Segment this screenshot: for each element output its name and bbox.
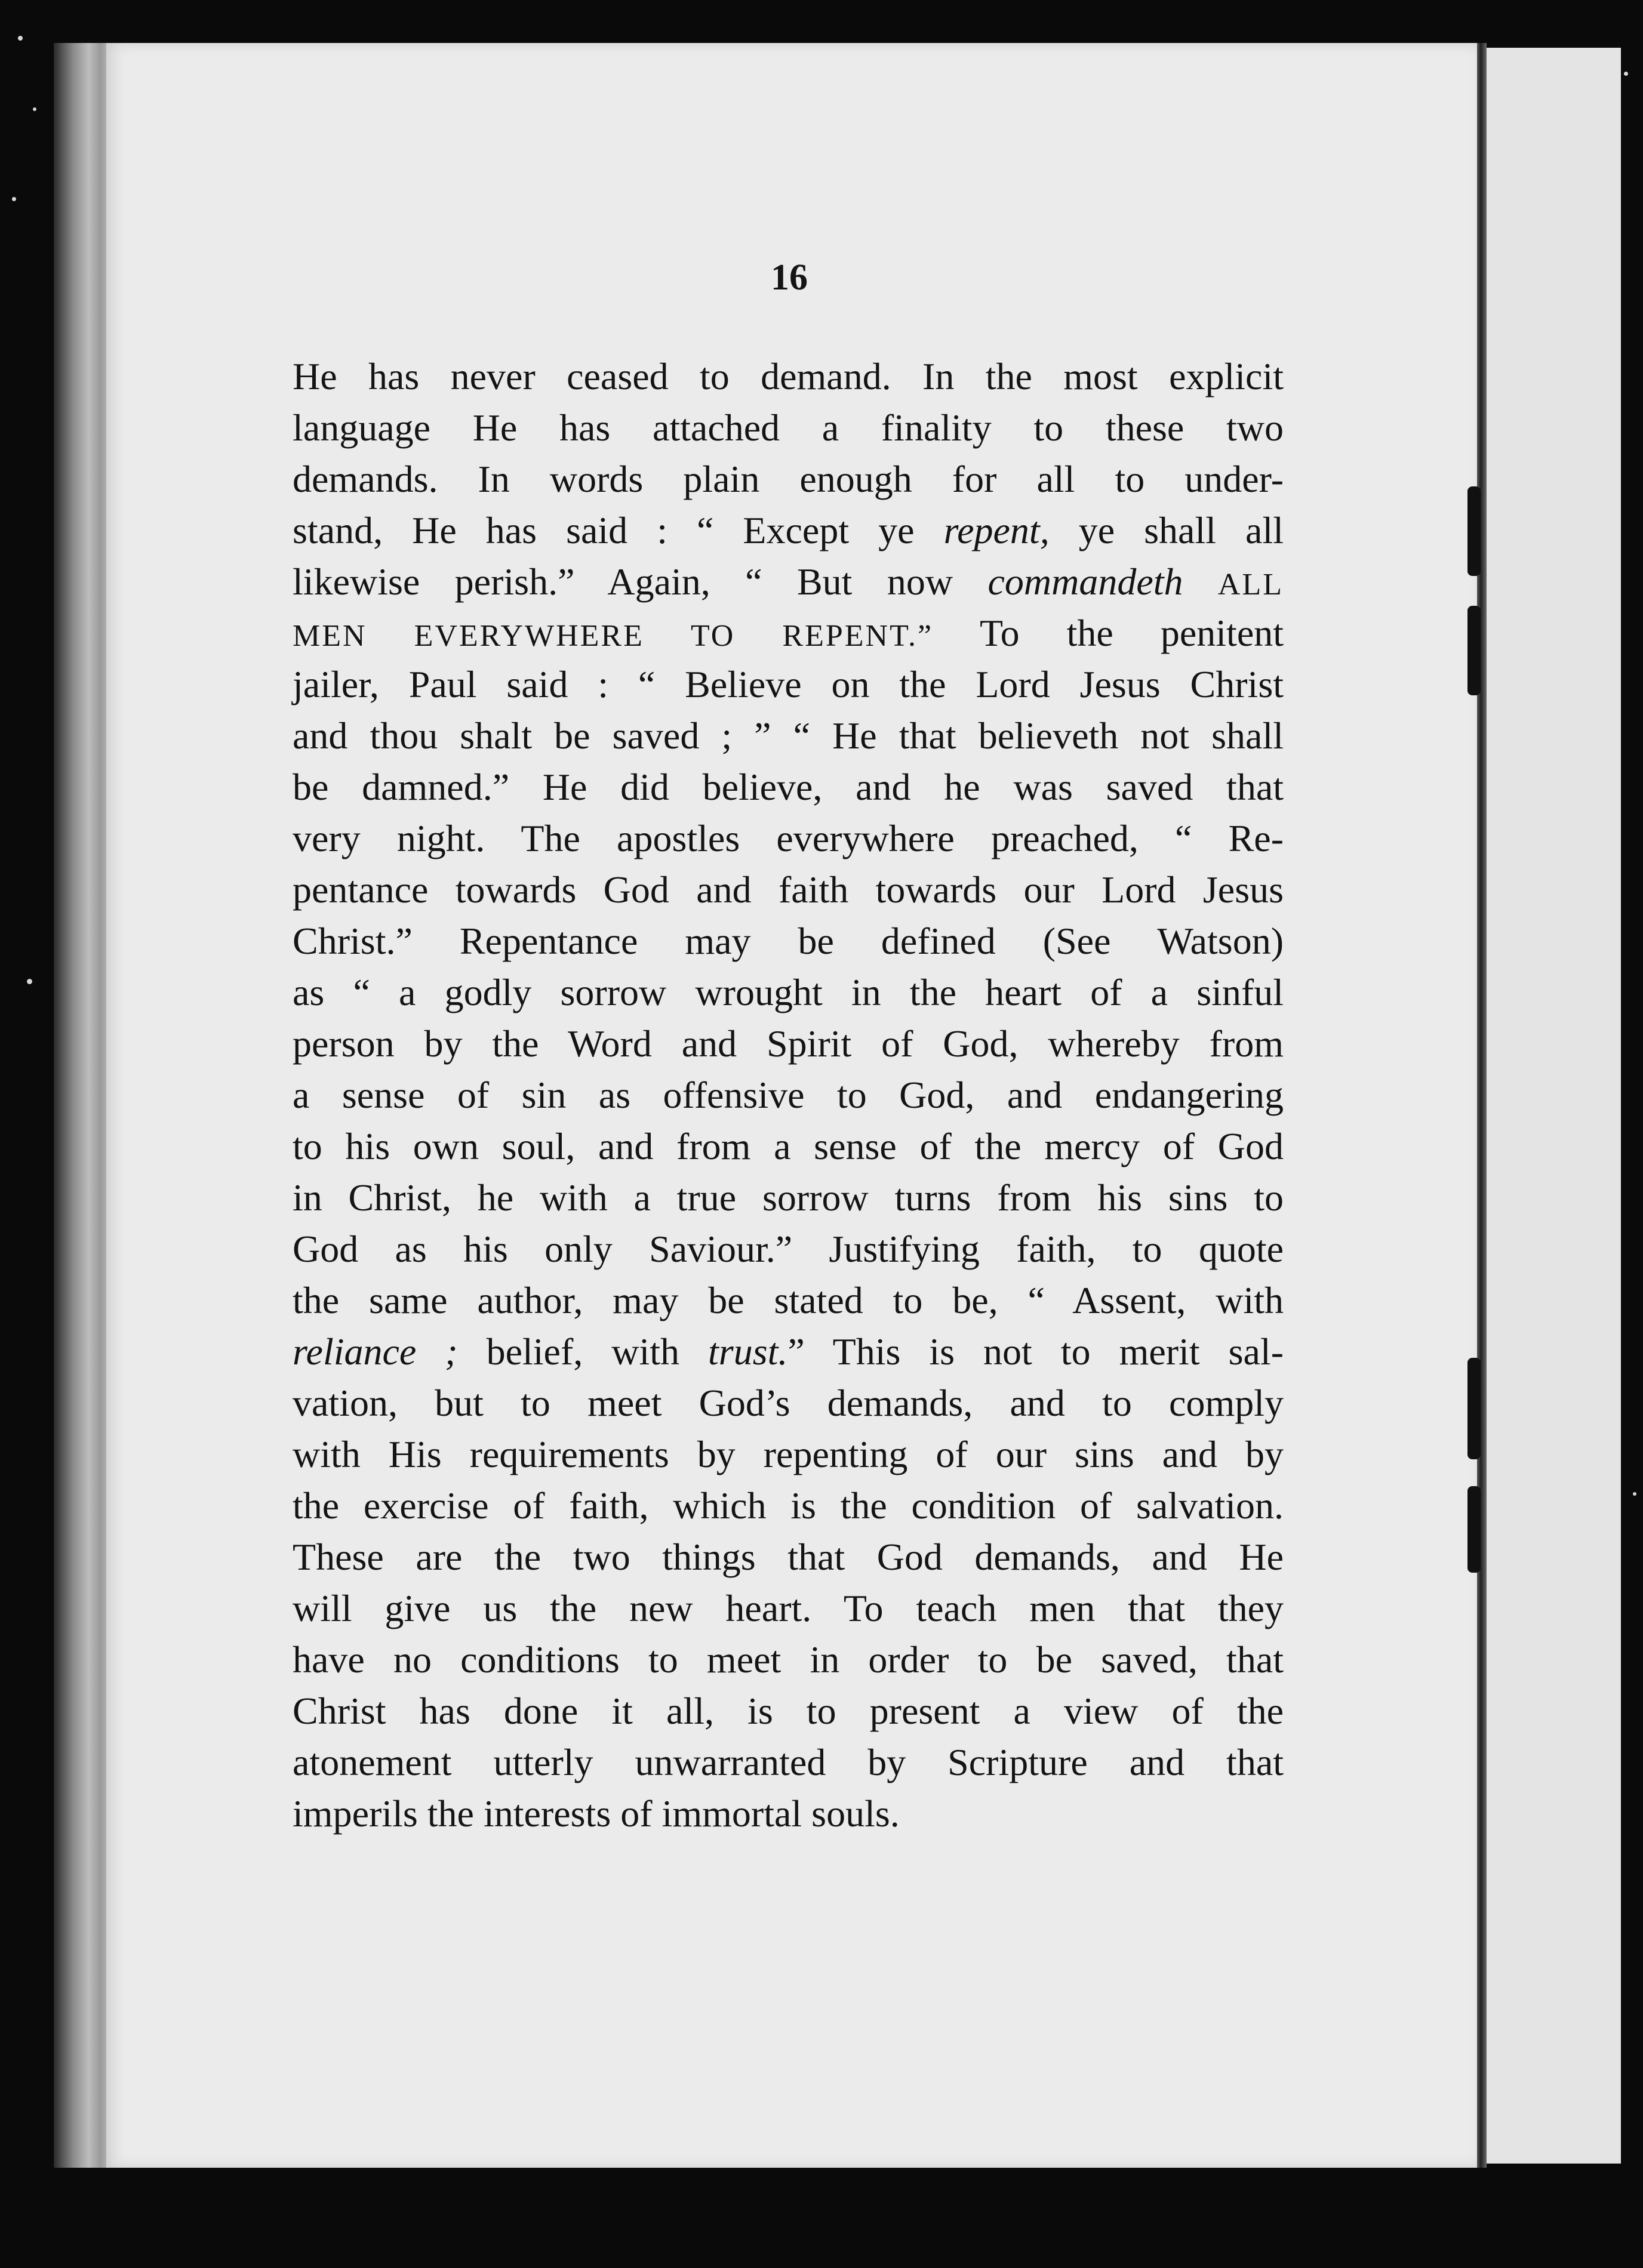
text-run: demands. In words plain enough for all to under- <box>293 458 1284 500</box>
text-line <box>293 1172 1284 1224</box>
page-number: 16 <box>771 257 808 298</box>
text-run: Christ.” Repentance may be defined (See Watson) <box>293 920 1284 962</box>
text-run: pentance towards God and faith towards our Lord Jesus <box>293 868 1284 911</box>
text-run: have no conditions to meet in order to be saved, that <box>293 1638 1284 1681</box>
text-line <box>293 1531 1284 1583</box>
binding-thread-mark <box>1467 1486 1481 1573</box>
text-line <box>293 1224 1284 1275</box>
book-gutter <box>1477 43 1487 2168</box>
dust-speck <box>27 979 32 984</box>
text-line <box>293 1018 1284 1070</box>
dust-speck <box>1633 1492 1636 1496</box>
text-run: as “ a godly sorrow wrought in the heart of a sinful <box>293 971 1284 1013</box>
dust-speck <box>1624 72 1628 76</box>
text-run: and thou shalt be saved ; ” “ He that believeth not shall <box>293 714 1284 757</box>
text-run: God as his only Saviour.” Justifying faith, to quote <box>293 1228 1284 1270</box>
text-run: These are the two things that God demands, and He <box>293 1536 1284 1578</box>
text-run: vation, but to meet God’s demands, and to comply <box>293 1382 1284 1424</box>
text-run: language He has attached a finality to these two <box>293 406 1284 449</box>
dust-speck <box>18 36 23 41</box>
text-line <box>293 505 1284 556</box>
italic-run: repent, <box>943 509 1050 551</box>
text-line <box>293 813 1284 864</box>
text-run: ye shall all <box>1049 509 1284 551</box>
text-run: the same author, may be stated to be, “ Assent, with <box>293 1279 1284 1321</box>
text-run: stand, He has said : “ Except ye <box>293 509 944 551</box>
dust-speck <box>12 197 16 201</box>
text-run: a sense of sin as offensive to God, and endangering <box>293 1074 1284 1116</box>
text-line <box>293 1737 1284 1788</box>
body-text <box>293 351 1284 1839</box>
text-run: atonement utterly unwarranted by Scripture and that <box>293 1741 1284 1783</box>
text-line <box>293 1583 1284 1634</box>
italic-run: commandeth <box>987 560 1183 603</box>
italic-run: reliance ; <box>293 1330 458 1373</box>
small-caps-run: ALL <box>1217 568 1284 602</box>
text-line <box>293 916 1284 967</box>
text-line <box>293 659 1284 710</box>
text-run: To the penitent <box>933 612 1284 654</box>
facing-page-edge <box>1487 48 1621 2164</box>
text-run: ” This is not to merit sal- <box>787 1330 1284 1373</box>
text-line <box>293 1634 1284 1685</box>
text-run: likewise perish.” Again, “ But now <box>293 560 988 603</box>
text-line <box>293 762 1284 813</box>
binding-thread-mark <box>1467 486 1481 576</box>
binding-thread-mark <box>1467 1358 1481 1459</box>
text-run: very night. The apostles everywhere preached, “ Re- <box>293 817 1284 859</box>
italic-run: trust. <box>708 1330 788 1373</box>
text-run: jailer, Paul said : “ Believe on the Lord Jesus Christ <box>293 663 1284 705</box>
text-line <box>293 1070 1284 1121</box>
text-line <box>293 1326 1284 1378</box>
text-line <box>293 1275 1284 1326</box>
dust-speck <box>33 107 36 111</box>
text-line <box>293 864 1284 916</box>
binding-thread-mark <box>1467 606 1481 695</box>
text-run: the exercise of faith, which is the condition of salvation. <box>293 1484 1284 1527</box>
text-run: imperils the interests of immortal souls. <box>293 1792 900 1835</box>
text-line <box>293 1480 1284 1531</box>
text-run: belief, with <box>457 1330 709 1373</box>
small-caps-run: MEN EVERYWHERE TO REPENT.” <box>293 619 934 653</box>
text-run: be damned.” He did believe, and he was saved that <box>293 766 1284 808</box>
text-line <box>293 1121 1284 1172</box>
text-line <box>293 556 1284 608</box>
text-line <box>293 608 1284 659</box>
text-run: will give us the new heart. To teach men that they <box>293 1587 1284 1629</box>
text-run: in Christ, he with a true sorrow turns from his sins to <box>293 1176 1284 1219</box>
text-run <box>1183 560 1218 603</box>
text-line <box>293 351 1284 402</box>
text-line <box>293 1429 1284 1480</box>
text-run: to his own soul, and from a sense of the mercy of God <box>293 1125 1284 1167</box>
text-run: with His requirements by repenting of our sins and by <box>293 1433 1284 1475</box>
text-run: Christ has done it all, is to present a view of the <box>293 1690 1284 1732</box>
text-run: person by the Word and Spirit of God, whereby from <box>293 1022 1284 1065</box>
text-line <box>293 1378 1284 1429</box>
text-line <box>293 402 1284 454</box>
text-line <box>293 967 1284 1018</box>
text-line <box>293 1788 1284 1839</box>
text-line <box>293 454 1284 505</box>
text-run: He has never ceased to demand. In the most explicit <box>293 355 1284 397</box>
text-line <box>293 710 1284 762</box>
text-line <box>293 1685 1284 1737</box>
